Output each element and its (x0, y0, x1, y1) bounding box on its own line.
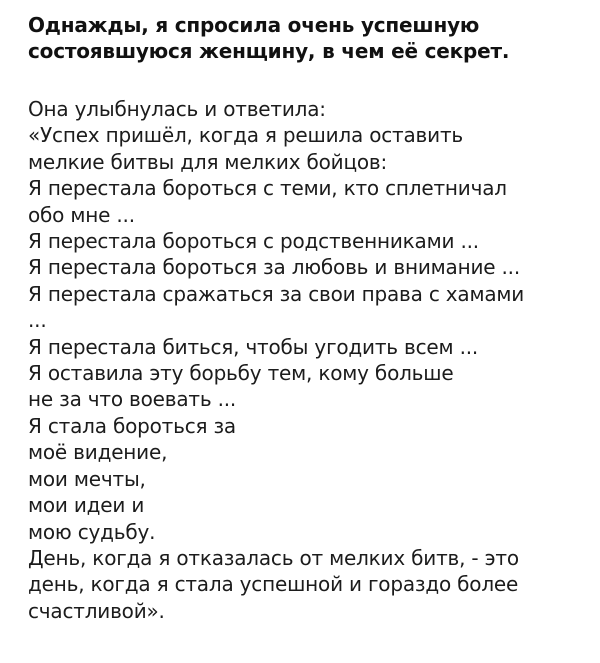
text-line: мои мечты, (28, 466, 146, 491)
text-line: Я перестала бороться за любовь и внимание ... (28, 255, 520, 280)
text-line: мою судьбу. (28, 519, 156, 544)
text-line: мелкие битвы для мелких бойцов: (28, 149, 388, 174)
text-line: Я перестала бороться с родственниками ... (28, 229, 479, 254)
text-line: День, когда я отказалась от мелких битв, - это (28, 545, 519, 570)
heading (28, 12, 588, 64)
text-line: счастливой». (28, 598, 165, 623)
text-line: Я стала бороться за (28, 413, 236, 438)
text-line: Я перестала биться, чтобы угодить всем ... (28, 334, 479, 359)
text-line: моё видение, (28, 440, 168, 465)
heading-line: состоявшуюся женщину, в чем её секрет. (28, 39, 510, 63)
text-line: день, когда я стала успешной и гораздо более (28, 572, 519, 597)
text-line: ... (28, 308, 47, 333)
text-line: Я оставила эту борьбу тем, кому больше (28, 361, 454, 386)
body-text (28, 96, 588, 624)
text-line: Я перестала сражаться за свои права с хамами (28, 281, 525, 306)
text-line: Она улыбнулась и ответила: (28, 97, 326, 121)
heading-line: Однажды, я спросила очень успешную (28, 13, 480, 37)
text-line: обо мне ... (28, 202, 135, 227)
text-line: Я перестала бороться с теми, кто сплетничал (28, 176, 507, 201)
text-line: мои идеи и (28, 493, 145, 518)
text-line: «Успех пришёл, когда я решила оставить (28, 123, 463, 148)
text-line: не за что воевать ... (28, 387, 237, 412)
